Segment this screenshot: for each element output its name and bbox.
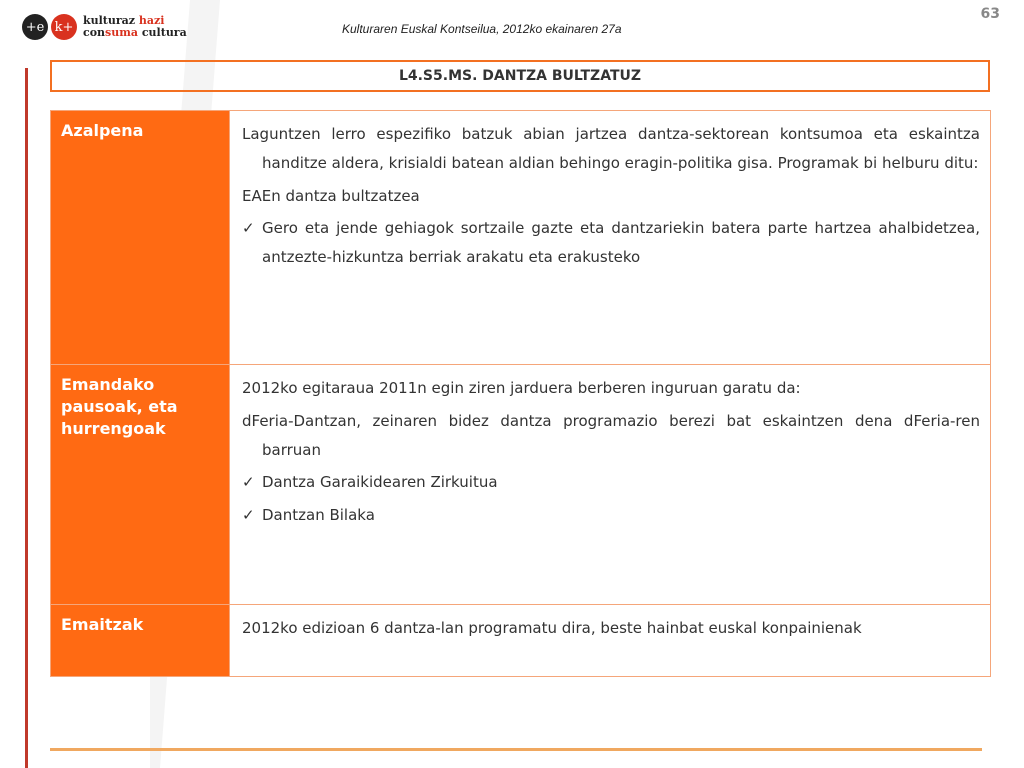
table-row-emaitzak [51, 605, 991, 677]
checkmark-icon: ✓ [242, 506, 255, 524]
row-label: Azalpena [51, 111, 230, 365]
logo [22, 14, 187, 40]
page-number: 63 [980, 6, 1000, 22]
checkmark-icon: ✓ [242, 473, 255, 491]
paragraph: Laguntzen lerro espezifiko batzuk abian jartzea dantza-sektorean kontsumoa eta eskaintza handitze aldera, krisialdi batean aldian behingo eragin-politika gisa. Programak bi helburu ditu: [242, 125, 980, 172]
table-row-azalpena [51, 111, 991, 365]
header-subtitle: Kulturaren Euskal Kontseilua, 2012ko ekainaren 27a [342, 22, 622, 36]
checkmark-icon: ✓ [242, 219, 255, 237]
row-content [230, 605, 991, 677]
paragraph: dFeria-Dantzan, zeinaren bidez dantza programazio berezi bat eskaintzen dena dFeria-ren barruan [242, 412, 980, 459]
logo-circle-left: +e [22, 14, 48, 40]
paragraph: 2012ko edizioan 6 dantza-lan programatu dira, beste hainbat euskal konpainienak [242, 619, 862, 637]
list-item: ✓ Dantza Garaikidearen Zirkuitua [242, 468, 980, 497]
page-title: L4.S5.MS. DANTZA BULTZATUZ [50, 60, 990, 92]
row-label: Emaitzak [51, 605, 230, 677]
row-label: Emandako pausoak, eta hurrengoak [51, 365, 230, 605]
left-decorative-rule [25, 68, 28, 768]
list-item: ✓ Dantzan Bilaka [242, 501, 980, 530]
paragraph: 2012ko egitaraua 2011n egin ziren jarduera berberen inguruan garatu da: [242, 379, 801, 397]
bottom-decorative-rule [50, 748, 982, 751]
paragraph: EAEn dantza bultzatzea [242, 187, 420, 205]
content-table [50, 110, 991, 677]
table-row-pausoak [51, 365, 991, 605]
row-content [230, 111, 991, 365]
logo-text: kulturaz hazi consuma cultura [83, 14, 187, 39]
row-content [230, 365, 991, 605]
list-item: ✓ Gero eta jende gehiagok sortzaile gazte eta dantzariekin batera parte hartzea ahalbidetzea, antzezte-hizkuntza berriak arakatu eta erakusteko [242, 214, 980, 272]
logo-circle-right: k+ [51, 14, 77, 40]
